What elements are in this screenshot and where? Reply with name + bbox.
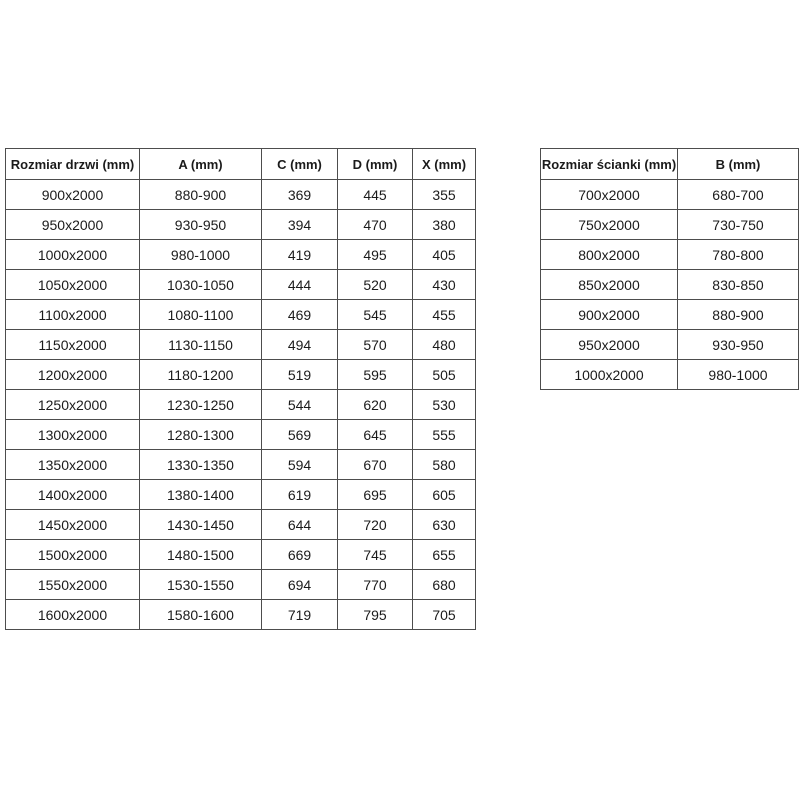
table-cell: 694 [262, 570, 338, 600]
door-size-table [5, 148, 476, 630]
table-cell: 620 [338, 390, 413, 420]
table-cell: 530 [413, 390, 476, 420]
table-cell: 950x2000 [6, 210, 140, 240]
table-cell: 430 [413, 270, 476, 300]
table-cell: 1580-1600 [140, 600, 262, 630]
table-cell: 720 [338, 510, 413, 540]
table-cell: 619 [262, 480, 338, 510]
table-cell: 1000x2000 [541, 360, 678, 390]
table-cell: 1130-1150 [140, 330, 262, 360]
table-row [541, 240, 799, 270]
table-cell: 369 [262, 180, 338, 210]
table-cell: 470 [338, 210, 413, 240]
table-cell: 1500x2000 [6, 540, 140, 570]
table-row [6, 450, 476, 480]
table-row [6, 480, 476, 510]
table-cell: 1600x2000 [6, 600, 140, 630]
table-cell: 930-950 [140, 210, 262, 240]
table-cell: 670 [338, 450, 413, 480]
table-row [6, 600, 476, 630]
table-cell: 1230-1250 [140, 390, 262, 420]
table-cell: 1480-1500 [140, 540, 262, 570]
table-cell: 900x2000 [6, 180, 140, 210]
table-row [6, 510, 476, 540]
column-header: Rozmiar drzwi (mm) [6, 149, 140, 180]
table-cell: 1050x2000 [6, 270, 140, 300]
table-cell: 1150x2000 [6, 330, 140, 360]
table-cell: 570 [338, 330, 413, 360]
table-cell: 695 [338, 480, 413, 510]
column-header: Rozmiar ścianki (mm) [541, 149, 678, 180]
column-header: C (mm) [262, 149, 338, 180]
table-cell: 750x2000 [541, 210, 678, 240]
table-cell: 830-850 [678, 270, 799, 300]
table-cell: 1330-1350 [140, 450, 262, 480]
table-cell: 730-750 [678, 210, 799, 240]
table-cell: 594 [262, 450, 338, 480]
table-cell: 1400x2000 [6, 480, 140, 510]
table-cell: 355 [413, 180, 476, 210]
table-row [541, 300, 799, 330]
table-cell: 445 [338, 180, 413, 210]
table-cell: 1450x2000 [6, 510, 140, 540]
table-cell: 580 [413, 450, 476, 480]
table-cell: 1280-1300 [140, 420, 262, 450]
table-cell: 1300x2000 [6, 420, 140, 450]
table-cell: 1000x2000 [6, 240, 140, 270]
table-cell: 950x2000 [541, 330, 678, 360]
table-cell: 930-950 [678, 330, 799, 360]
column-header: D (mm) [338, 149, 413, 180]
table-cell: 1250x2000 [6, 390, 140, 420]
table-cell: 595 [338, 360, 413, 390]
table-cell: 480 [413, 330, 476, 360]
table-cell: 494 [262, 330, 338, 360]
table-cell: 520 [338, 270, 413, 300]
table-row [6, 570, 476, 600]
table-row [6, 330, 476, 360]
table-cell: 1350x2000 [6, 450, 140, 480]
table-cell: 405 [413, 240, 476, 270]
table-cell: 544 [262, 390, 338, 420]
table-row [6, 390, 476, 420]
table-row [541, 330, 799, 360]
table-cell: 495 [338, 240, 413, 270]
header-row [541, 149, 799, 180]
table-cell: 419 [262, 240, 338, 270]
table-row [6, 420, 476, 450]
table-row [6, 270, 476, 300]
table-cell: 770 [338, 570, 413, 600]
table-cell: 1030-1050 [140, 270, 262, 300]
table-cell: 1430-1450 [140, 510, 262, 540]
table-cell: 1380-1400 [140, 480, 262, 510]
table-row [6, 300, 476, 330]
table-cell: 700x2000 [541, 180, 678, 210]
table-cell: 780-800 [678, 240, 799, 270]
column-header: B (mm) [678, 149, 799, 180]
table-cell: 380 [413, 210, 476, 240]
table-row [541, 210, 799, 240]
table-cell: 569 [262, 420, 338, 450]
table-cell: 745 [338, 540, 413, 570]
table-cell: 444 [262, 270, 338, 300]
table-cell: 1550x2000 [6, 570, 140, 600]
table-cell: 680 [413, 570, 476, 600]
table-cell: 850x2000 [541, 270, 678, 300]
table-cell: 680-700 [678, 180, 799, 210]
table-row [6, 240, 476, 270]
table-cell: 505 [413, 360, 476, 390]
table-row [6, 210, 476, 240]
table-row [541, 360, 799, 390]
table-cell: 545 [338, 300, 413, 330]
table-cell: 795 [338, 600, 413, 630]
table-cell: 655 [413, 540, 476, 570]
table-cell: 519 [262, 360, 338, 390]
table-cell: 555 [413, 420, 476, 450]
table-cell: 645 [338, 420, 413, 450]
table-cell: 455 [413, 300, 476, 330]
table-cell: 644 [262, 510, 338, 540]
table-row [541, 270, 799, 300]
table-row [6, 540, 476, 570]
table-row [6, 360, 476, 390]
table-cell: 469 [262, 300, 338, 330]
table-cell: 880-900 [140, 180, 262, 210]
table-cell: 630 [413, 510, 476, 540]
table-cell: 980-1000 [140, 240, 262, 270]
table-cell: 880-900 [678, 300, 799, 330]
wall-panel-size-table [540, 148, 799, 390]
table-cell: 1200x2000 [6, 360, 140, 390]
table-cell: 605 [413, 480, 476, 510]
column-header: X (mm) [413, 149, 476, 180]
table-cell: 1080-1100 [140, 300, 262, 330]
table-cell: 705 [413, 600, 476, 630]
column-header: A (mm) [140, 149, 262, 180]
table-cell: 719 [262, 600, 338, 630]
table-cell: 1180-1200 [140, 360, 262, 390]
table-cell: 980-1000 [678, 360, 799, 390]
table-row [541, 180, 799, 210]
table-cell: 900x2000 [541, 300, 678, 330]
table-cell: 669 [262, 540, 338, 570]
table-cell: 394 [262, 210, 338, 240]
table-row [6, 180, 476, 210]
table-cell: 800x2000 [541, 240, 678, 270]
header-row [6, 149, 476, 180]
table-cell: 1100x2000 [6, 300, 140, 330]
table-cell: 1530-1550 [140, 570, 262, 600]
